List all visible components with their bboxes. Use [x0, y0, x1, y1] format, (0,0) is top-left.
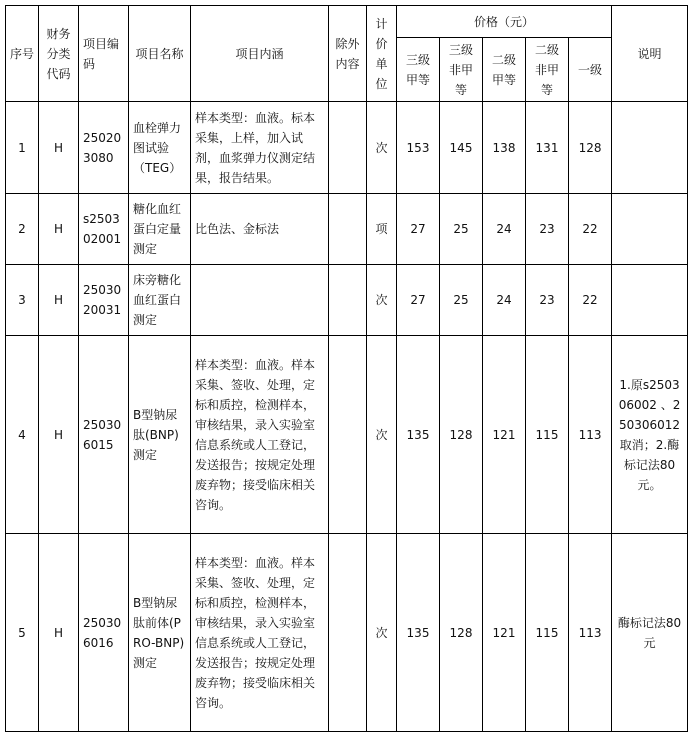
- cell-price-2: 25: [440, 265, 483, 336]
- cell-price-5: 128: [569, 102, 612, 194]
- cell-price-2: 145: [440, 102, 483, 194]
- cell-price-4: 115: [526, 534, 569, 732]
- cell-exclusions: [329, 194, 367, 265]
- cell-code: 2503020031: [79, 265, 129, 336]
- cell-price-2: 128: [440, 336, 483, 534]
- cell-price-1: 27: [397, 265, 440, 336]
- cell-fin-code: H: [39, 265, 79, 336]
- cell-content: 比色法、金标法: [191, 194, 329, 265]
- cell-code: 250306016: [79, 534, 129, 732]
- header-unit: 计价单位: [367, 6, 397, 102]
- cell-price-2: 25: [440, 194, 483, 265]
- cell-name: 糖化血红蛋白定量测定: [129, 194, 191, 265]
- price-table: [5, 5, 688, 732]
- cell-unit: 次: [367, 102, 397, 194]
- cell-notes: [612, 194, 688, 265]
- cell-price-1: 135: [397, 336, 440, 534]
- cell-price-4: 115: [526, 336, 569, 534]
- cell-unit: 次: [367, 336, 397, 534]
- cell-seq: 2: [6, 194, 39, 265]
- cell-exclusions: [329, 336, 367, 534]
- cell-unit: 次: [367, 265, 397, 336]
- cell-fin-code: H: [39, 336, 79, 534]
- cell-seq: 5: [6, 534, 39, 732]
- header-item-name: 项目名称: [129, 6, 191, 102]
- cell-seq: 3: [6, 265, 39, 336]
- table-row: [6, 265, 688, 336]
- header-level-5: 一级: [569, 38, 612, 102]
- cell-price-3: 121: [483, 534, 526, 732]
- cell-content: 样本类型：血液。样本采集、签收、处理，定标和质控，检测样本，审核结果，录入实验室信息系统或人工登记，发送报告；按规定处理废弃物；接受临床相关咨询。: [191, 534, 329, 732]
- header-fin-code: 财务分类代码: [39, 6, 79, 102]
- cell-unit: 项: [367, 194, 397, 265]
- cell-price-1: 135: [397, 534, 440, 732]
- cell-fin-code: H: [39, 194, 79, 265]
- cell-name: B型钠尿肽(BNP)测定: [129, 336, 191, 534]
- cell-price-4: 23: [526, 194, 569, 265]
- cell-code: 250306015: [79, 336, 129, 534]
- cell-name: 床旁糖化血红蛋白测定: [129, 265, 191, 336]
- header-price-group: 价格（元）: [397, 6, 612, 38]
- cell-exclusions: [329, 102, 367, 194]
- table-row: [6, 194, 688, 265]
- table-row: [6, 102, 688, 194]
- cell-notes: [612, 265, 688, 336]
- table-row: [6, 534, 688, 732]
- cell-price-5: 22: [569, 265, 612, 336]
- table-row: [6, 336, 688, 534]
- cell-unit: 次: [367, 534, 397, 732]
- cell-name: 血栓弹力图试验（TEG）: [129, 102, 191, 194]
- cell-price-1: 153: [397, 102, 440, 194]
- cell-fin-code: H: [39, 102, 79, 194]
- cell-notes: [612, 102, 688, 194]
- cell-price-1: 27: [397, 194, 440, 265]
- cell-content: 样本类型：血液。标本采集，上样，加入试剂，血浆弹力仪测定结果，报告结果。: [191, 102, 329, 194]
- header-level-3: 二级甲等: [483, 38, 526, 102]
- header-level-2: 三级非甲等: [440, 38, 483, 102]
- cell-code: 250203080: [79, 102, 129, 194]
- cell-name: B型钠尿肽前体(PRO-BNP)测定: [129, 534, 191, 732]
- cell-code: s250302001: [79, 194, 129, 265]
- header-item-code: 项目编码: [79, 6, 129, 102]
- cell-price-2: 128: [440, 534, 483, 732]
- cell-price-4: 23: [526, 265, 569, 336]
- cell-content: 样本类型：血液。样本采集、签收、处理，定标和质控，检测样本，审核结果，录入实验室信息系统或人工登记，发送报告；按规定处理废弃物；接受临床相关咨询。: [191, 336, 329, 534]
- header-item-content: 项目内涵: [191, 6, 329, 102]
- cell-price-3: 121: [483, 336, 526, 534]
- cell-price-5: 113: [569, 336, 612, 534]
- cell-notes: 酶标记法80元: [612, 534, 688, 732]
- header-level-4: 二级非甲等: [526, 38, 569, 102]
- cell-price-3: 24: [483, 265, 526, 336]
- cell-notes: 1.原s250306002 、250306012取消；2.酶标记法80元。: [612, 336, 688, 534]
- header-exclusions: 除外内容: [329, 6, 367, 102]
- cell-seq: 1: [6, 102, 39, 194]
- cell-exclusions: [329, 534, 367, 732]
- cell-price-5: 22: [569, 194, 612, 265]
- cell-price-5: 113: [569, 534, 612, 732]
- cell-seq: 4: [6, 336, 39, 534]
- header-level-1: 三级甲等: [397, 38, 440, 102]
- cell-exclusions: [329, 265, 367, 336]
- cell-price-4: 131: [526, 102, 569, 194]
- cell-fin-code: H: [39, 534, 79, 732]
- cell-price-3: 138: [483, 102, 526, 194]
- cell-content: [191, 265, 329, 336]
- header-notes: 说明: [612, 6, 688, 102]
- header-seq: 序号: [6, 6, 39, 102]
- cell-price-3: 24: [483, 194, 526, 265]
